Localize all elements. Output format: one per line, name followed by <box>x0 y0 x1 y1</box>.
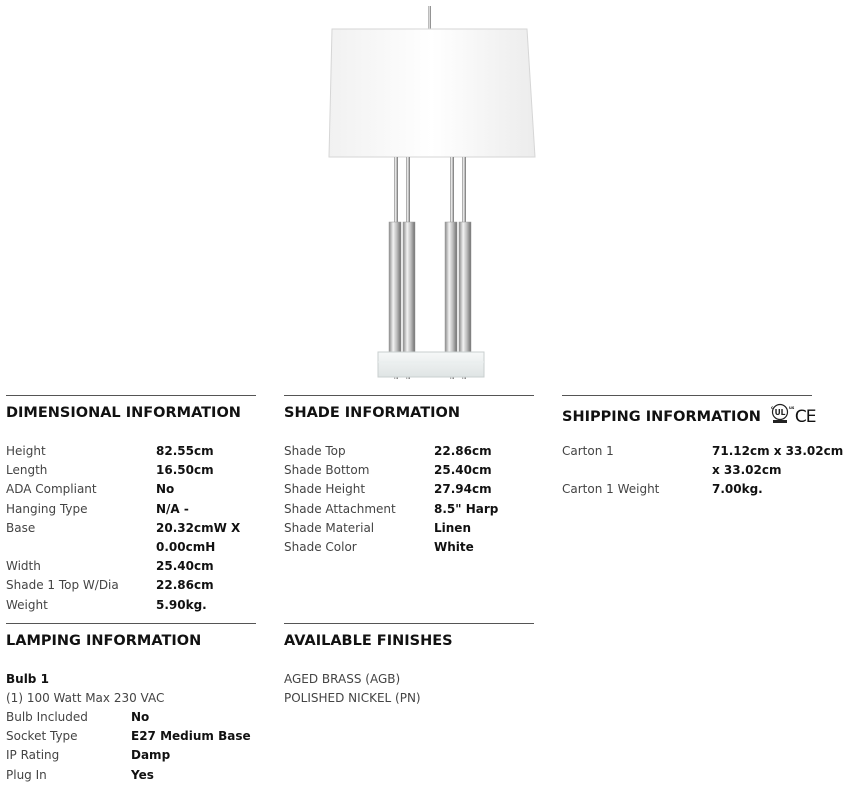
spec-row <box>6 708 256 727</box>
spec-row <box>6 766 256 785</box>
spec-row <box>6 576 256 595</box>
spec-label: Shade Material <box>284 520 375 535</box>
spec-label: Plug In <box>6 767 47 782</box>
finishes-section <box>284 623 534 708</box>
section-title: SHADE INFORMATION <box>284 405 460 421</box>
spec-row <box>284 442 534 461</box>
section-divider <box>284 623 534 624</box>
spec-row <box>284 461 534 480</box>
spec-row <box>284 519 534 538</box>
spec-row <box>6 596 256 615</box>
section-title: LAMPING INFORMATION <box>6 633 202 649</box>
spec-label: Shade Height <box>284 482 366 497</box>
svg-text:us: us <box>788 405 795 410</box>
spec-row <box>562 442 843 461</box>
spec-value: 16.50cm <box>156 463 214 478</box>
spec-label: Carton 1 <box>562 444 614 458</box>
spec-value: 25.40cm <box>156 559 214 574</box>
section-title-row <box>562 403 816 427</box>
spec-label: Socket Type <box>6 729 78 744</box>
spec-row <box>6 500 256 519</box>
spec-label: Length <box>6 463 48 478</box>
spec-value: No <box>131 710 150 724</box>
svg-text:UL: UL <box>774 408 786 417</box>
spec-row <box>6 519 256 538</box>
spec-row <box>6 461 256 480</box>
spec-label: IP Rating <box>6 748 60 763</box>
spec-value: 7.00kg. <box>712 482 763 497</box>
section-divider <box>284 395 534 396</box>
spec-label: Shade Color <box>284 540 357 555</box>
spec-row <box>562 480 812 499</box>
spec-label <box>6 538 156 557</box>
spec-label <box>562 461 712 480</box>
spec-label: Shade Attachment <box>284 501 396 516</box>
spec-row <box>284 538 534 557</box>
spec-value: 0.00cmH <box>156 540 216 555</box>
finish-item: AGED BRASS (AGB) <box>284 672 401 686</box>
finish-item: POLISHED NICKEL (PN) <box>284 691 421 705</box>
product-image <box>0 0 829 390</box>
spec-value: x 33.02cm <box>712 463 782 478</box>
spec-value: Linen <box>434 520 471 535</box>
spec-row <box>284 480 534 499</box>
spec-label: Weight <box>6 597 48 612</box>
bulb-heading: Bulb 1 <box>6 672 49 686</box>
spec-row <box>6 442 256 461</box>
spec-list <box>284 442 534 557</box>
spec-value: 5.90kg. <box>156 597 207 612</box>
shipping-section <box>562 395 843 500</box>
shade-section <box>284 395 534 557</box>
spec-list <box>6 708 256 785</box>
spec-row <box>6 746 256 765</box>
spec-value: White <box>434 540 474 555</box>
spec-value: 82.55cm <box>156 444 214 458</box>
spec-label: Shade Top <box>284 444 346 458</box>
spec-value: Damp <box>131 748 171 763</box>
spec-value: 27.94cm <box>434 482 492 497</box>
ce-mark-icon: CE <box>794 407 816 427</box>
spec-label: ADA Compliant <box>6 482 97 497</box>
spec-value: Yes <box>131 767 154 782</box>
spec-list <box>562 442 843 500</box>
section-title: AVAILABLE FINISHES <box>284 633 453 649</box>
spec-value: N/A - <box>156 501 189 516</box>
spec-label: Carton 1 Weight <box>562 482 660 497</box>
spec-label: Shade 1 Top W/Dia <box>6 578 119 593</box>
spec-label: Height <box>6 444 46 458</box>
bulb-description: (1) 100 Watt Max 230 VAC <box>6 691 165 705</box>
ul-listed-icon <box>767 403 793 431</box>
spec-value: E27 Medium Base <box>131 729 251 744</box>
spec-row <box>6 557 256 576</box>
spec-label: Shade Bottom <box>284 463 370 478</box>
section-divider <box>562 395 812 396</box>
spec-list <box>6 442 256 615</box>
spec-row <box>6 727 256 746</box>
spec-value: 22.86cm <box>156 578 214 593</box>
section-title: DIMENSIONAL INFORMATION <box>6 405 241 421</box>
spec-value: No <box>156 482 175 497</box>
svg-text:c: c <box>770 405 774 410</box>
finish-list <box>284 670 534 708</box>
spec-value: 20.32cmW X <box>156 520 241 535</box>
section-divider <box>6 623 256 624</box>
spec-label: Hanging Type <box>6 501 88 516</box>
spec-value: 71.12cm x 33.02cm <box>712 444 843 458</box>
spec-row <box>284 500 534 519</box>
spec-row <box>562 461 812 480</box>
spec-value: 22.86cm <box>434 444 492 458</box>
section-divider <box>6 395 256 396</box>
spec-label: Base <box>6 520 36 535</box>
spec-label: Width <box>6 559 41 574</box>
dimensional-section <box>6 395 256 615</box>
lamping-section <box>6 623 256 785</box>
spec-row <box>6 538 256 557</box>
section-title: SHIPPING INFORMATION <box>562 409 761 425</box>
spec-value: 25.40cm <box>434 463 492 478</box>
spec-value: 8.5" Harp <box>434 501 499 516</box>
spec-row <box>6 480 256 499</box>
spec-label: Bulb Included <box>6 710 88 724</box>
